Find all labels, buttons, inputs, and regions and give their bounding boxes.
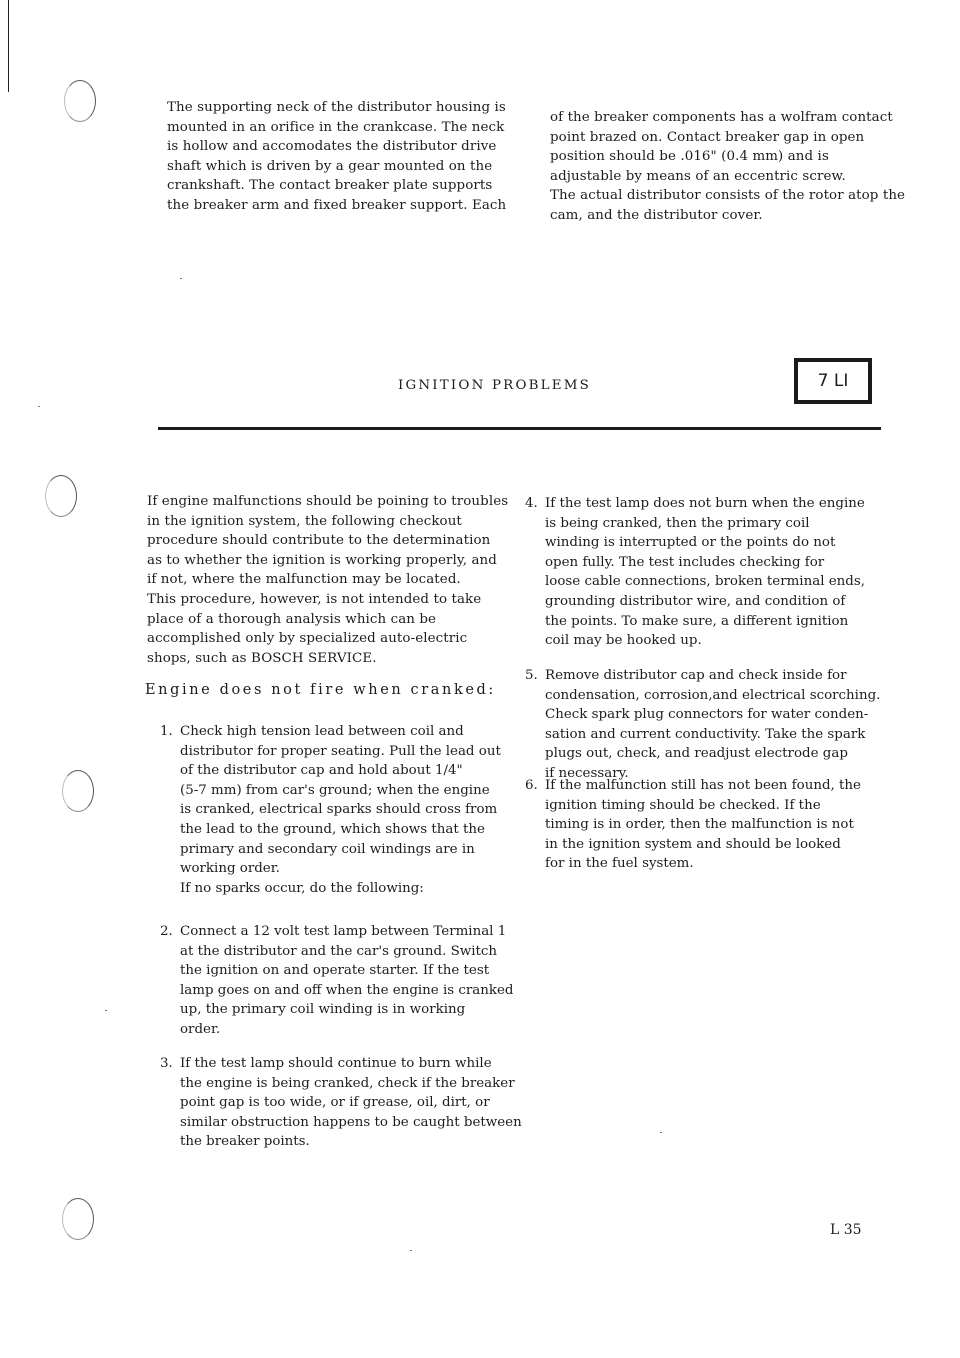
section-code-box [794,358,872,404]
intro-paragraph [147,492,508,668]
text-line: place of a thorough analysis which can be [147,611,437,627]
text-line: accomplished only by specialized auto-electric [147,631,468,647]
text-line: is cranked, electrical sparks should cross from [180,802,498,818]
text-line: plugs out, check, and readjust electrode gap [545,746,848,762]
text-line: timing is in order, then the malfunction is not [545,817,854,833]
text-line: If the test lamp should continue to burn while [180,1056,492,1071]
step-number: 3. [160,1056,173,1071]
text-line: Connect a 12 volt test lamp between Terminal 1 [180,924,507,939]
text-line: the breaker arm and fixed breaker support. Each [167,197,507,213]
text-line: the engine is being cranked, check if the breaker [180,1075,515,1091]
text-line: If no sparks occur, do the following: [180,880,424,896]
text-line: the lead to the ground, which shows that the [180,821,485,837]
text-line: of the breaker components has a wolfram contact [550,110,893,125]
text-line: shops, such as BOSCH SERVICE. [147,650,377,666]
text-line: similar obstruction happens to be caught between [180,1114,522,1130]
text-line: in the ignition system and should be looked [545,836,841,852]
step-number: 5. [525,668,538,683]
text-line: at the distributor and the car's ground. Switch [180,943,498,959]
text-line: if necessary. [545,765,629,781]
text-line: order. [180,1021,221,1037]
text-line: point brazed on. Contact breaker gap in open [550,129,865,145]
text-line: lamp goes on and off when the engine is cranked [180,982,514,998]
text-line: loose cable connections, broken terminal ends, [545,574,865,590]
text-line: up, the primary coil winding is in working [180,1002,466,1018]
punch-hole-icon [64,80,96,122]
text-line: The actual distributor consists of the rotor atop the [550,188,906,204]
punch-hole-icon [62,1198,94,1240]
binder-edge-line [8,0,9,92]
text-line: condensation, corrosion,and electrical scorching. [545,687,881,703]
text-line: (5-7 mm) from car's ground; when the engine [180,782,490,798]
step-number: 4. [525,496,538,511]
text-line: as to whether the ignition is working properly, and [147,552,497,568]
continued-text-right [550,108,905,226]
section-divider [158,427,881,430]
text-line: primary and secondary coil windings are in [180,841,475,857]
punch-hole-icon [62,770,94,812]
text-line: grounding distributor wire, and condition of [545,593,846,609]
text-line: This procedure, however, is not intended to take [147,591,482,607]
text-line: ignition timing should be checked. If the [545,797,821,813]
scan-speck [38,406,40,407]
text-line: If the test lamp does not burn when the engine [545,496,865,511]
text-line: if not, where the malfunction may be located. [147,572,461,588]
text-line: position should be .016" (0.4 mm) and is [550,149,829,165]
text-line: distributor for proper seating. Pull the lead out [180,743,501,759]
punch-hole-icon [45,475,77,517]
text-line: is hollow and accomodates the distributor drive [167,139,497,155]
text-line: procedure should contribute to the determination [147,533,491,549]
text-line: coil may be hooked up. [545,633,702,649]
text-line: Check spark plug connectors for water conden- [545,707,869,723]
continued-text-left [167,98,506,216]
text-line: point gap is too wide, or if grease, oil, dirt, or [180,1095,490,1111]
section-code: 7 LI [817,371,849,391]
text-line: If engine malfunctions should be poining to troubles [147,494,509,509]
text-line: shaft which is driven by a gear mounted on the [167,158,493,174]
text-line: Check high tension lead between coil and [180,724,464,739]
step-number: 2. [160,924,173,939]
page-number: L 35 [830,1222,862,1238]
text-line: Remove distributor cap and check inside for [545,668,847,683]
step-number: 1. [160,724,173,739]
scan-speck [410,1250,412,1251]
text-line: of the distributor cap and hold about 1/4" [180,763,463,779]
text-line: the breaker points. [180,1134,310,1150]
sub-heading: Engine does not fire when cranked: [145,682,496,698]
scan-speck [105,1010,107,1011]
step-number: 6. [525,778,538,793]
section-title: IGNITION PROBLEMS [398,378,592,393]
text-line: the points. To make sure, a different ignition [545,613,849,629]
text-line: sation and current conductivity. Take the spark [545,726,866,742]
text-line: open fully. The test includes checking for [545,554,825,570]
scan-speck [660,1132,662,1133]
text-line: mounted in an orifice in the crankcase. The neck [167,119,505,135]
text-line: adjustable by means of an eccentric screw. [550,168,846,184]
text-line: the ignition on and operate starter. If the test [180,963,490,979]
text-line: working order. [180,861,280,877]
text-line: crankshaft. The contact breaker plate supports [167,178,493,194]
text-line: winding is interrupted or the points do not [545,535,836,551]
text-line: cam, and the distributor cover. [550,207,763,223]
text-line: in the ignition system, the following checkout [147,513,462,529]
text-line: If the malfunction still has not been found, the [545,778,861,793]
text-line: The supporting neck of the distributor housing is [167,100,506,115]
scan-speck [180,278,182,279]
text-line: for in the fuel system. [545,856,694,872]
text-line: is being cranked, then the primary coil [545,515,810,531]
